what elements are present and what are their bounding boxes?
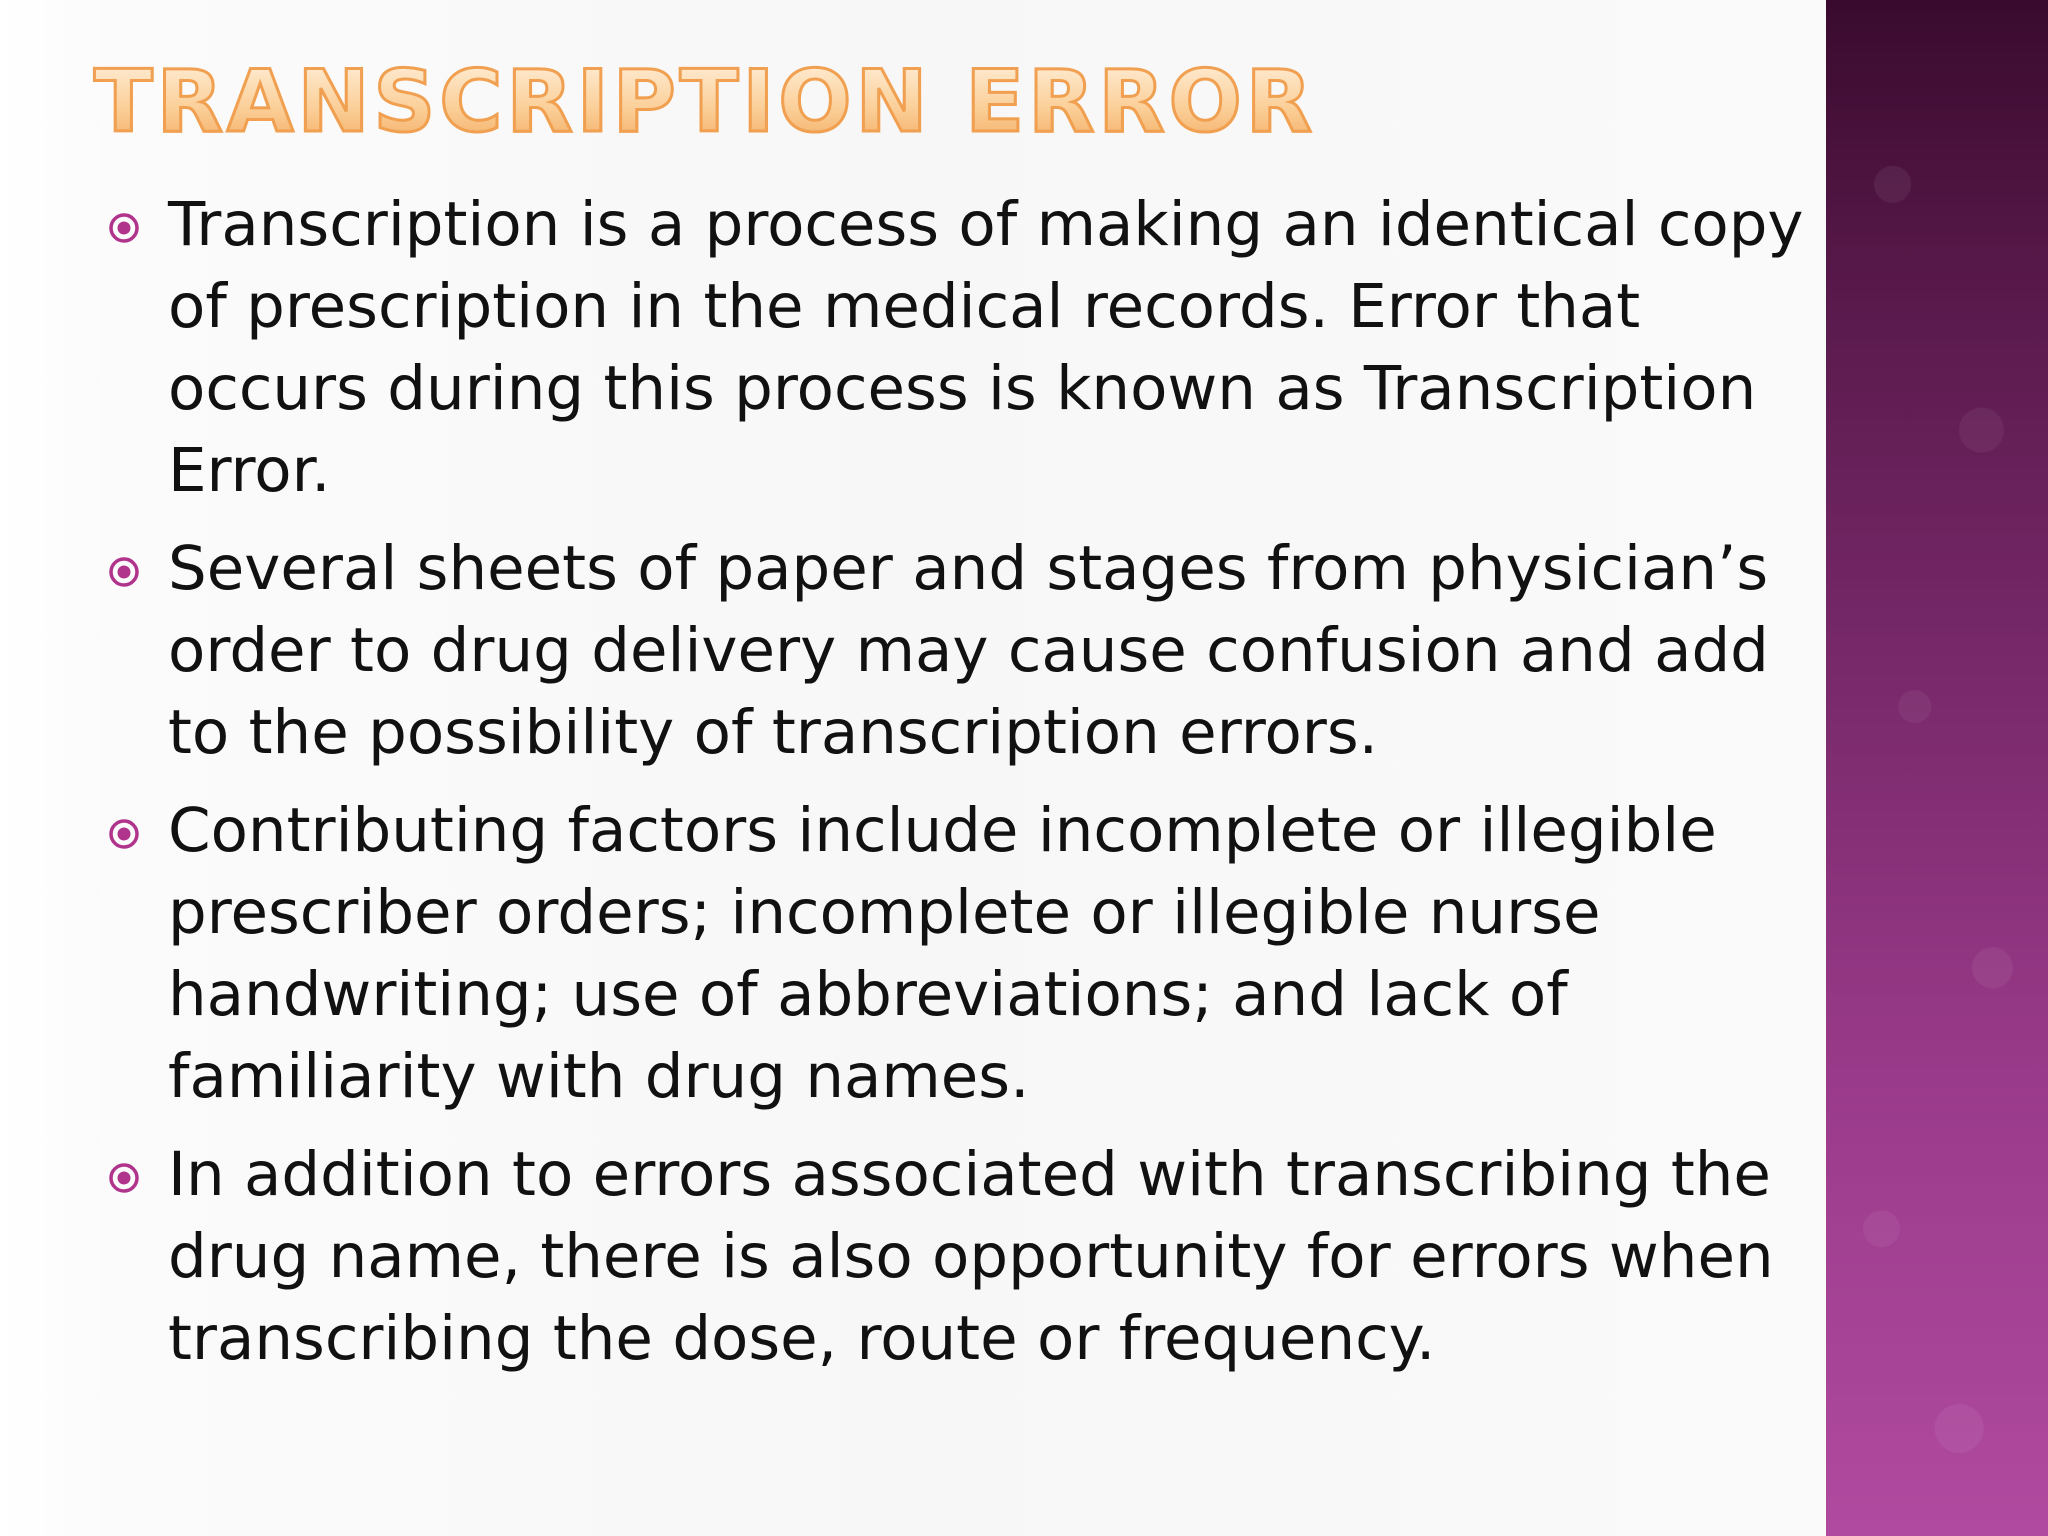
side-band-texture (1826, 0, 2048, 1536)
decorative-side-band (1826, 0, 2048, 1536)
circled-dot-icon (108, 212, 140, 244)
bullet-item (108, 184, 1828, 512)
bullet-item (108, 790, 1828, 1118)
circled-dot-icon (108, 1162, 140, 1194)
circled-dot-icon (108, 818, 140, 850)
bullet-text: In addition to errors associated with transcribing the drug name, there is also opportunity for errors when transcribing the dose, route or frequency. (168, 1139, 1774, 1374)
circled-dot-icon (108, 556, 140, 588)
bullet-text: Contributing factors include incomplete or illegible prescriber orders; incomplete or illegible nurse handwriting; use of abbreviations; and lack of familiarity with drug names. (168, 795, 1717, 1112)
bullet-item (108, 528, 1828, 774)
bullet-item (108, 1134, 1828, 1380)
bullet-text: Several sheets of paper and stages from physician’s order to drug delivery may cause confusion and add to the possibility of transcription errors. (168, 533, 1769, 768)
bullet-list (108, 184, 1828, 1396)
slide-title: TRANSCRIPTION ERROR (94, 52, 1316, 152)
bullet-text: Transcription is a process of making an identical copy of prescription in the medical records. Error that occurs during this process is known as Transcription Error. (168, 189, 1804, 506)
